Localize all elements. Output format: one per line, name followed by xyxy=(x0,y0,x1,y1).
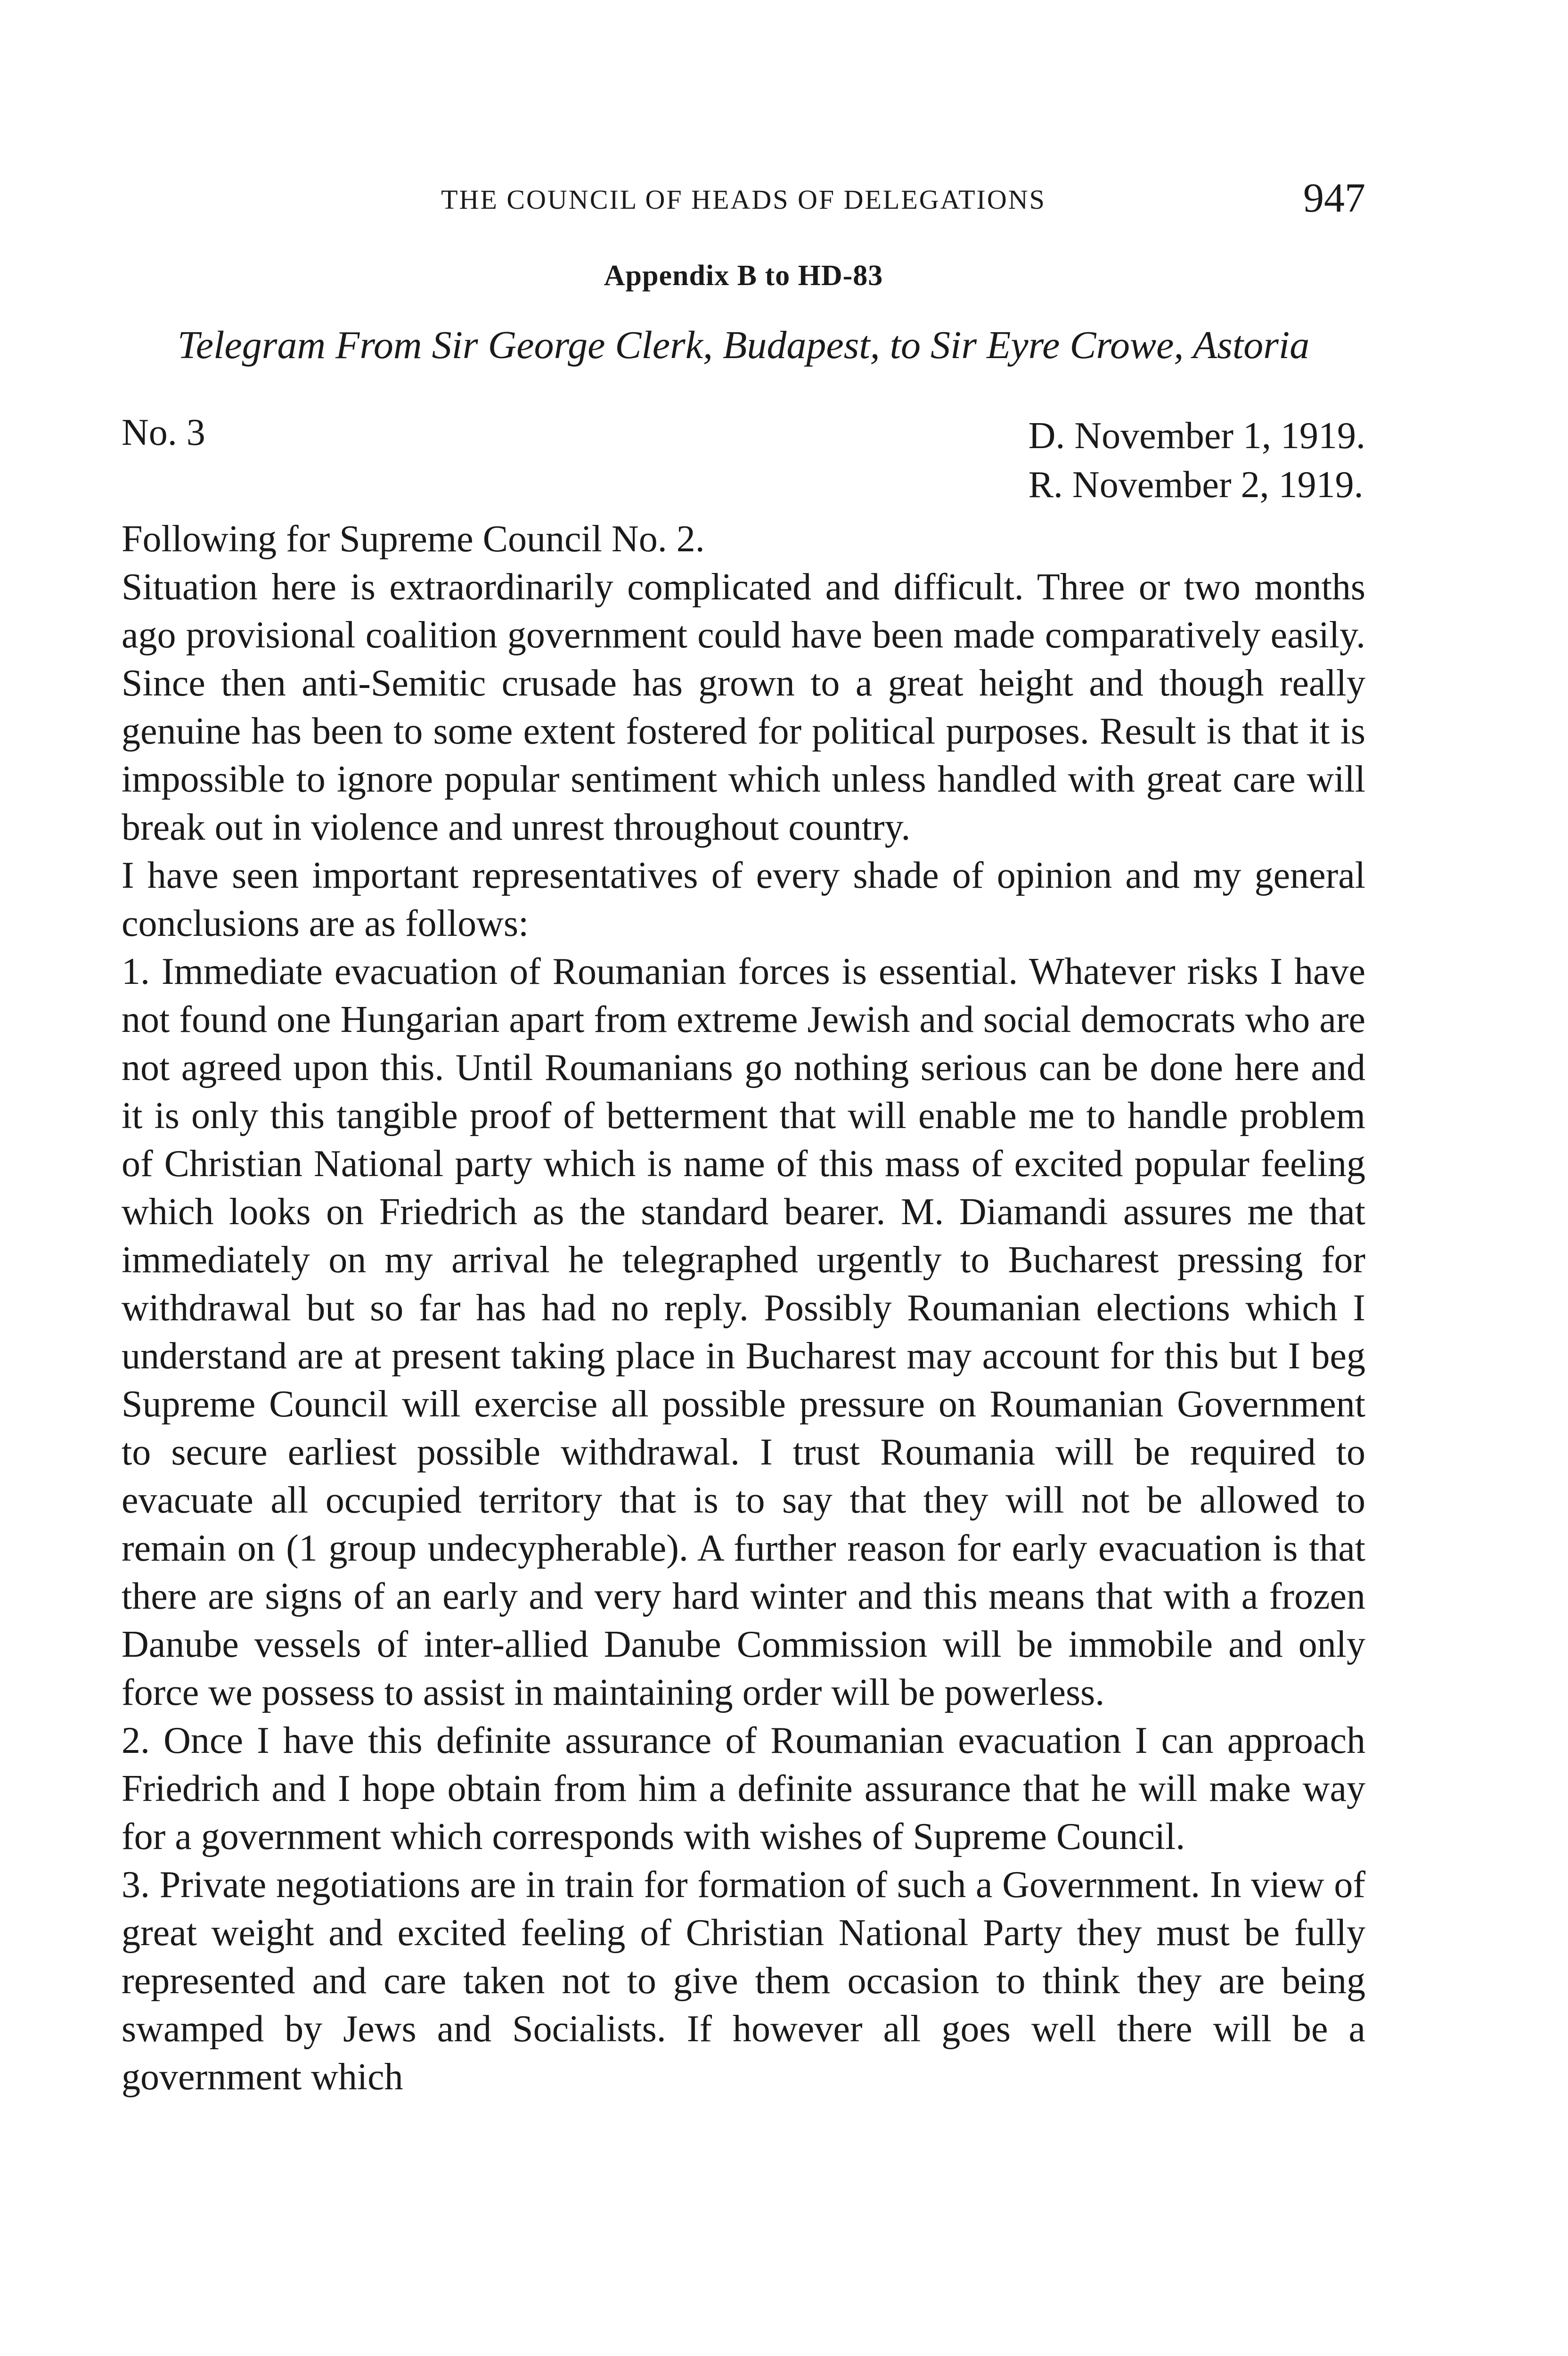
appendix-heading: Appendix B to HD-83 xyxy=(604,260,883,292)
document-title: Telegram From Sir George Clerk, Budapest, to Sir Eyre Crowe, Astoria xyxy=(177,323,1310,367)
telegram-meta xyxy=(122,411,1365,515)
running-title: THE COUNCIL OF HEADS OF DELEGATIONS xyxy=(441,184,1046,215)
paragraph: 2. Once I have this definite assurance of Roumanian evacuation I can approach Friedrich and I hope obtain from him a definite assurance that he will make way for a government which corresponds with wishes of Supreme Council. xyxy=(122,1720,1365,1857)
paragraph: Situation here is extraordinarily complicated and difficult. Three or two months ago provisional coalition government could have been made comparatively easily. Since then anti-Semitic crusade has grown to a great height and though really genuine has been to some extent fostered for political purposes. Result is that it is impossible to ignore popular sentiment which unless handled with great care will break out in violence and unrest throughout country. xyxy=(122,566,1365,848)
document-page xyxy=(122,160,1365,2101)
running-header xyxy=(122,160,1365,231)
telegram-body xyxy=(122,515,1365,2101)
page-number: 947 xyxy=(1303,175,1365,221)
telegram-dates xyxy=(1029,411,1365,509)
received-date: R. November 2, 1919. xyxy=(1028,464,1364,506)
paragraph: 3. Private negotiations are in train for formation of such a Government. In view of great weight and excited feeling of Christian National Party they must be fully represented and care taken not to give them occasion to think they are being swamped by Jews and Socialists. If however all goes well there will be a government which xyxy=(122,1864,1365,2098)
paragraph: Following for Supreme Council No. 2. xyxy=(122,518,705,560)
paragraph: 1. Immediate evacuation of Roumanian forces is essential. Whatever risks I have not found one Hungarian apart from extreme Jewish and social democrats who are not agreed upon this. Until Roumanians go nothing serious can be done here and it is only this tangible proof of betterment that will enable me to handle problem of Christian National party which is name of this mass of excited popular feeling which looks on Friedrich as the standard bearer. M. Diamandi assures me that immediately on my arrival he telegraphed urgently to Bucharest pressing for withdrawal but so far has had no reply. Possibly Roumanian elections which I understand are at present taking place in Bucharest may account for this but I beg Supreme Council will exercise all possible pressure on Roumanian Government to secure earliest possible withdrawal. I trust Roumania will be required to evacuate all occupied territory that is to say that they will not be allowed to remain on (1 group undecypherable). A further reason for early evacuation is that there are signs of an early and very hard winter and this means that with a frozen Danube vessels of inter-allied Danube Commission will be immobile and only force we possess to assist in maintaining order will be powerless. xyxy=(122,951,1365,1713)
paragraph: I have seen important representatives of every shade of opinion and my general conclusions are as follows: xyxy=(122,855,1365,944)
dispatched-date: D. November 1, 1919. xyxy=(1028,415,1365,457)
telegram-number: No. 3 xyxy=(122,412,205,453)
